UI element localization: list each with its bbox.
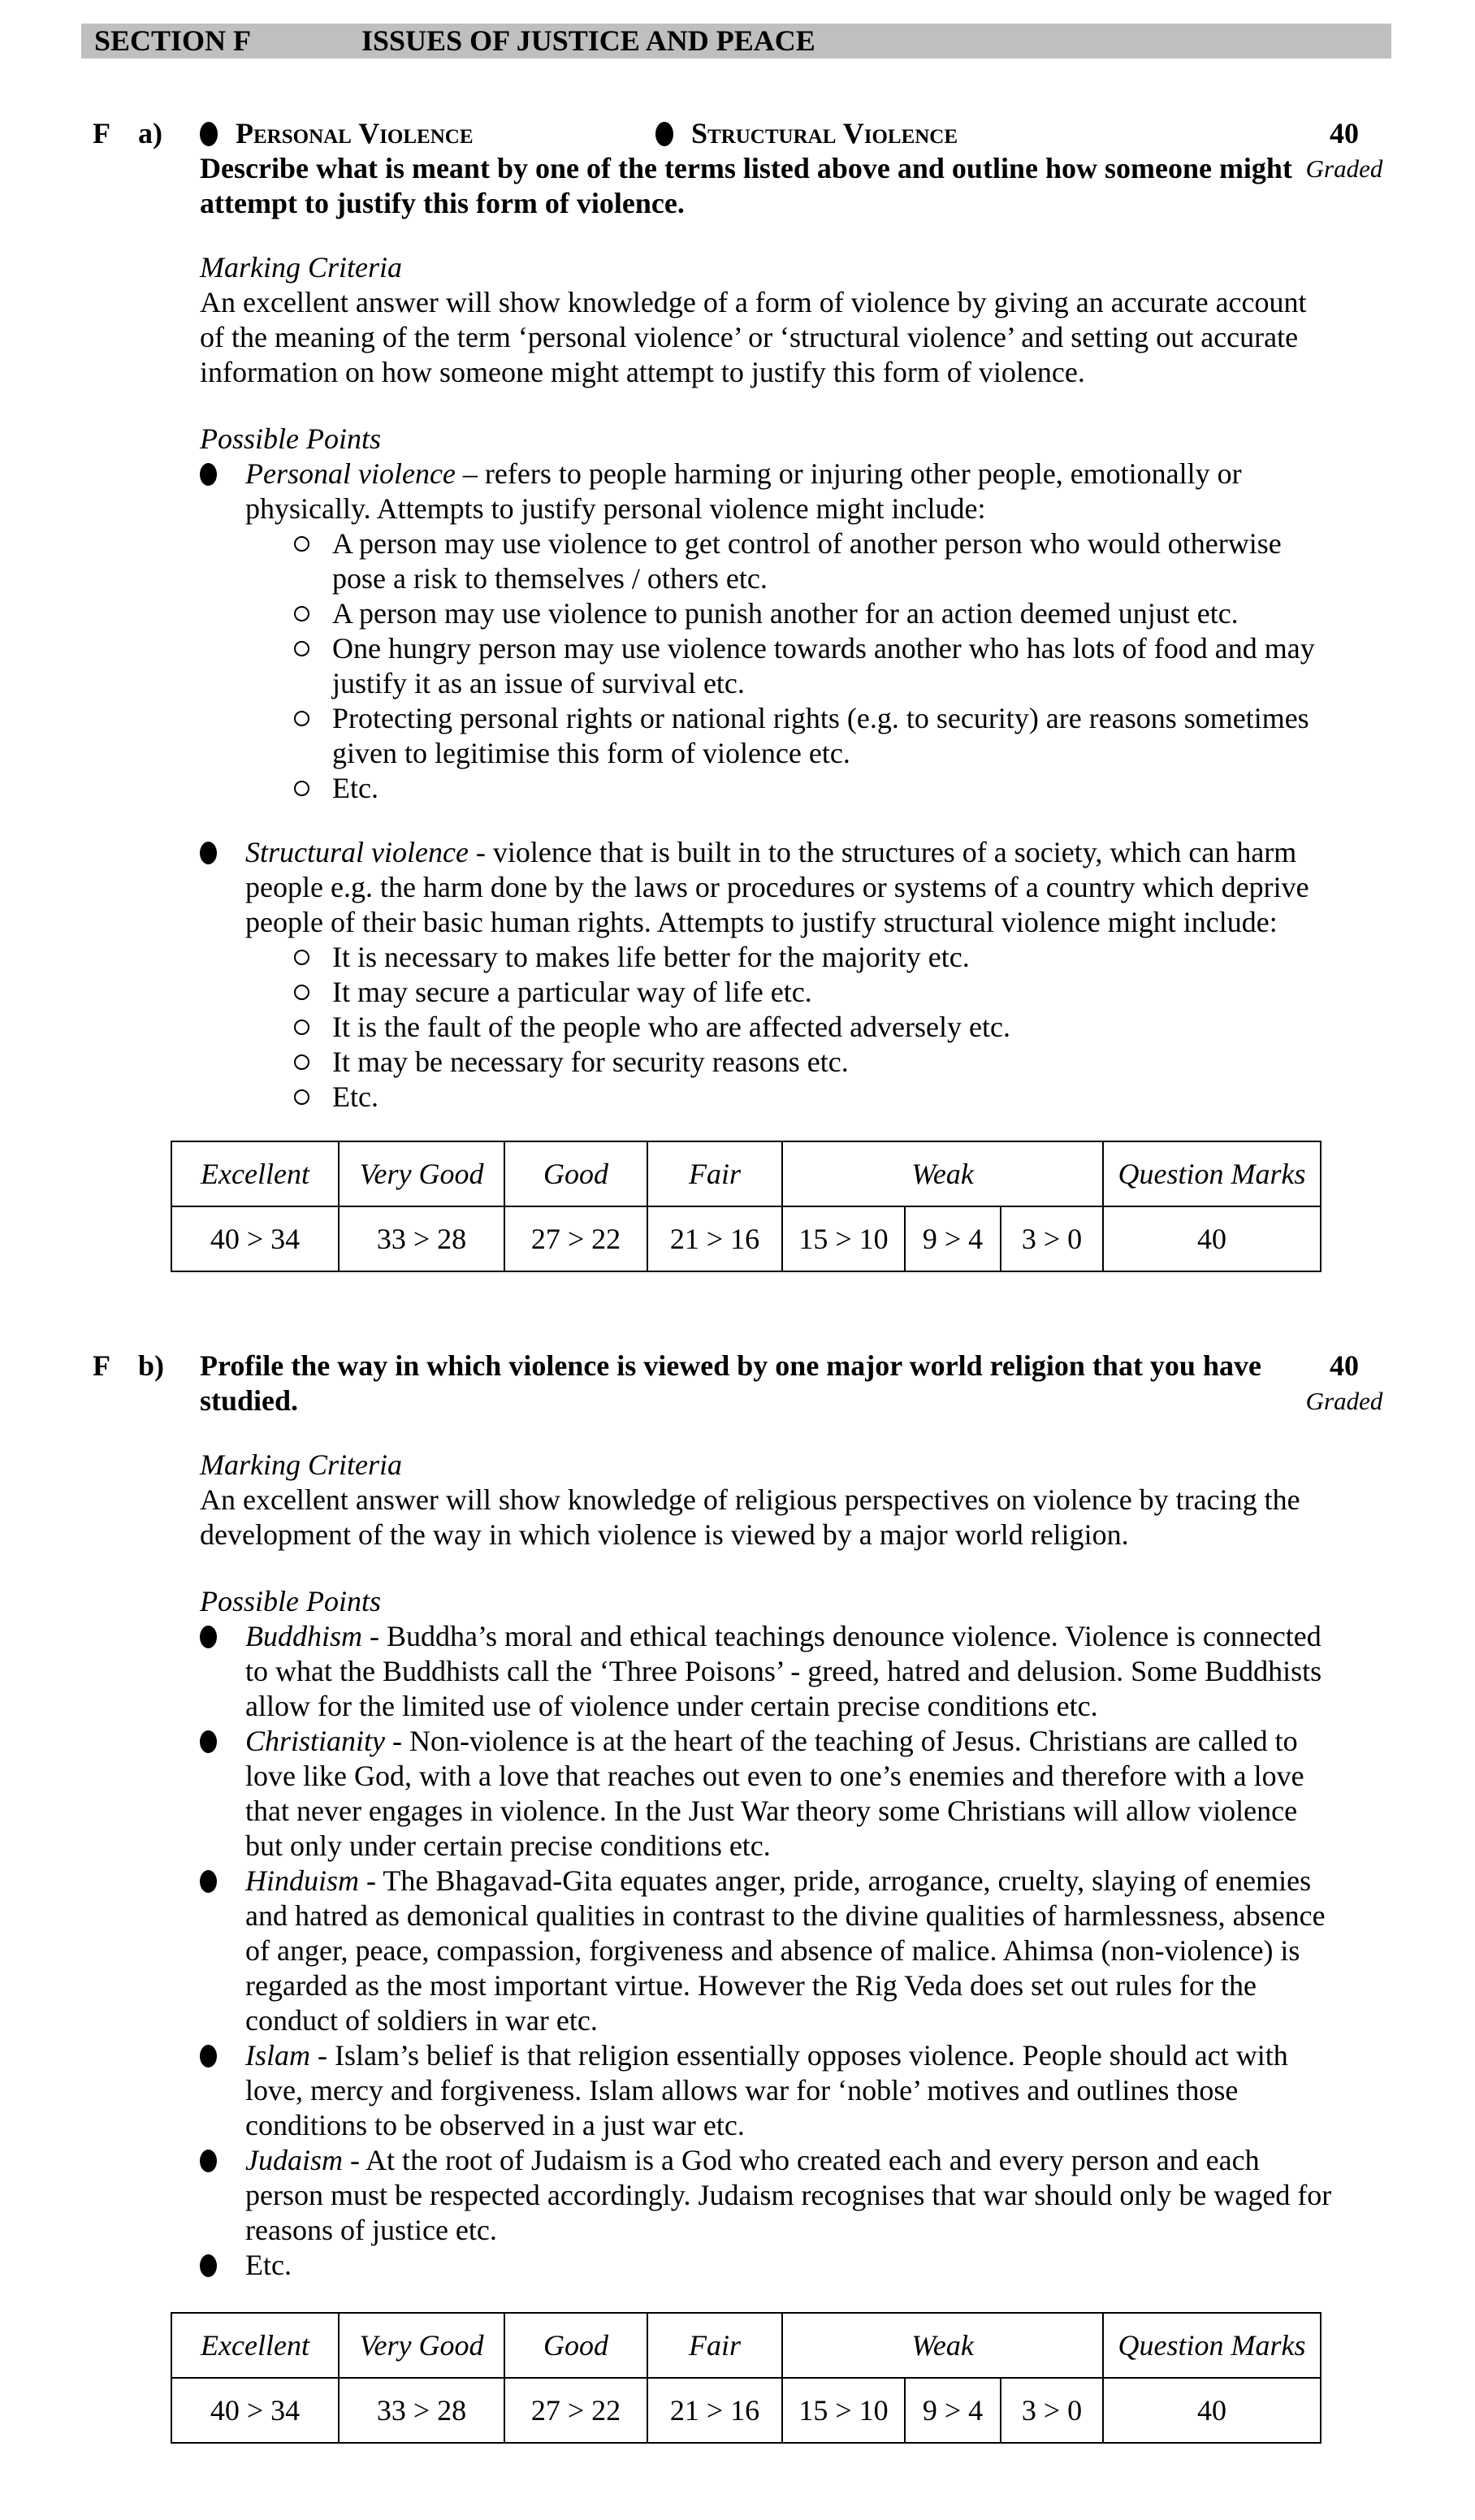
point-text: - Islam’s belief is that religion essentially opposes violence. People should act with love, mercy and forgiveness. Islam allows war for ‘noble’ motives and outlines those conditions to be observed in a just war etc. [245, 2039, 1288, 2141]
point-lead: Structural violence [245, 836, 469, 868]
grade-value-cell: 9 > 4 [905, 2378, 1001, 2443]
bullet-icon [200, 835, 245, 1115]
sub-point-text: It may secure a particular way of life etc. [332, 976, 812, 1008]
list-item-buddhism [200, 1619, 1333, 1724]
grade-value-cell: 9 > 4 [905, 1206, 1001, 1271]
grade-header-cell: Very Good [339, 1141, 504, 1206]
marking-criteria-heading: Marking Criteria [200, 1448, 402, 1481]
sub-point-text: One hungry person may use violence towards another who has lots of food and may justify it as an issue of survival etc. [332, 632, 1315, 699]
sub-point-text: A person may use violence to punish another for an action deemed unjust etc. [332, 597, 1239, 630]
point-text: - At the root of Judaism is a God who created each and every person and each person must be respected accordingly. Judaism recognises that war should only be waged for reasons of justice etc. [245, 2144, 1332, 2246]
grade-value-cell: 33 > 28 [339, 1206, 504, 1271]
sub-point-text: A person may use violence to get control of another person who would otherwise pose a risk to themselves / others etc. [332, 527, 1282, 595]
question-b [0, 1349, 1475, 2444]
possible-points-heading: Possible Points [200, 1585, 381, 1617]
grade-value-row [171, 1206, 1321, 1271]
circle-icon [294, 631, 332, 701]
circle-icon [294, 975, 332, 1010]
grade-header-cell: Very Good [339, 2313, 504, 2378]
grade-table [171, 1141, 1321, 1272]
point-text: - violence that is built in to the structures of a society, which can harm people e.g. the harm done by the laws or procedures or systems of a country which deprive people of their basic human rights. Attempts to justify structural violence might include: [245, 836, 1309, 938]
point-text: - The Bhagavad-Gita equates anger, pride, arrogance, cruelty, slaying of enemies and hatred as demonical qualities in contrast to the divine qualities of harmlessness, absence of anger, peace, compassion, forgiveness and absence of malice. Ahimsa (non-violence) is regarded as the most important virtue. However the Rig Veda does set out rules for the conduct of soldiers in war etc. [245, 1864, 1326, 2037]
sub-point-text: Protecting personal rights or national rights (e.g. to security) are reasons sometimes given to legitimise this form of violence etc. [332, 702, 1309, 769]
sub-point-text: Etc. [332, 1080, 378, 1113]
list-item-content [245, 2248, 1333, 2283]
list-item-content [245, 2143, 1333, 2248]
sub-list-item [294, 596, 1333, 631]
graded-label: Graded [1305, 1387, 1383, 1415]
grade-header-cell: Good [504, 1141, 647, 1206]
circle-icon [294, 701, 332, 771]
point-text: - Non-violence is at the heart of the teaching of Jesus. Christians are called to love like God, with a love that reaches out even to one’s enemies and therefore with a love that never engages in violence. In the Just War theory some Christians will allow violence but only under certain precise conditions etc. [245, 1725, 1304, 1862]
question-prompt: Describe what is meant by one of the terms listed above and outline how someone might attempt to justify this form of violence. [200, 152, 1292, 219]
list-item-content [245, 457, 1333, 806]
bullet-icon [200, 1619, 245, 1724]
grade-header-cell: Weak [782, 2313, 1103, 2378]
list-item-content [245, 1619, 1333, 1724]
list-item-content [245, 835, 1333, 1115]
sub-list-item [294, 771, 1333, 806]
bullet-icon [200, 2038, 245, 2143]
grade-header-cell: Question Marks [1103, 2313, 1321, 2378]
circle-icon [294, 940, 332, 975]
grade-value-cell: 21 > 16 [647, 1206, 782, 1271]
bullet-icon [200, 2143, 245, 2248]
graded-label: Graded [1305, 154, 1383, 183]
sub-list-item [294, 940, 1333, 975]
option-structural-violence [655, 116, 958, 151]
grade-value-cell: 40 > 34 [171, 2378, 339, 2443]
circle-icon [294, 1010, 332, 1045]
bullet-icon [655, 122, 673, 146]
sub-list-item [294, 1010, 1333, 1045]
option-label: Structural Violence [691, 117, 958, 149]
grade-value-cell: 40 > 34 [171, 1206, 339, 1271]
question-marks-block [1290, 1349, 1399, 1418]
sub-point-text: It is necessary to makes life better for the majority etc. [332, 941, 970, 973]
grade-value-cell: 27 > 22 [504, 2378, 647, 2443]
question-body [200, 1349, 1333, 2283]
list-item-christianity [200, 1724, 1333, 1864]
point-text: – refers to people harming or injuring other people, emotionally or physically. Attempts to justify personal violence might include: [245, 457, 1242, 525]
question-body [200, 116, 1333, 1115]
grade-value-cell: 33 > 28 [339, 2378, 504, 2443]
grade-header-cell: Excellent [171, 2313, 339, 2378]
bullet-icon [200, 1864, 245, 2038]
point-text: Etc. [245, 2249, 292, 2281]
grade-value-cell: 40 [1103, 1206, 1321, 1271]
sub-point-text: It may be necessary for security reasons etc. [332, 1046, 849, 1078]
sub-list-item [294, 701, 1333, 771]
question-prompt: Profile the way in which violence is viewed by one major world religion that you have studied. [200, 1349, 1261, 1417]
sub-list-item [294, 1045, 1333, 1080]
list-item-islam [200, 2038, 1333, 2143]
possible-points-heading: Possible Points [200, 422, 381, 455]
grade-value-cell: 3 > 0 [1001, 2378, 1103, 2443]
point-lead: Buddhism [245, 1620, 362, 1652]
grade-value-cell: 27 > 22 [504, 1206, 647, 1271]
bullet-icon [200, 1724, 245, 1864]
sub-list-item [294, 1080, 1333, 1115]
list-item-content [245, 1724, 1333, 1864]
list-item-personal-violence [200, 457, 1333, 806]
circle-icon [294, 526, 332, 596]
sub-point-text: It is the fault of the people who are affected adversely etc. [332, 1011, 1010, 1043]
grade-header-cell: Excellent [171, 1141, 339, 1206]
grade-header-cell: Weak [782, 1141, 1103, 1206]
grade-header-cell: Fair [647, 1141, 782, 1206]
sub-list-item [294, 631, 1333, 701]
marks-value: 40 [1330, 1349, 1359, 1382]
sub-list-item [294, 526, 1333, 596]
question-part: a) [138, 117, 162, 149]
option-personal-violence [200, 116, 655, 151]
marking-criteria-heading: Marking Criteria [200, 251, 402, 284]
list-item-hinduism [200, 1864, 1333, 2038]
section-title: ISSUES OF JUSTICE AND PEACE [361, 24, 815, 57]
circle-icon [294, 1045, 332, 1080]
grade-header-row [171, 2313, 1321, 2378]
grade-header-cell: Good [504, 2313, 647, 2378]
grade-header-cell: Fair [647, 2313, 782, 2378]
point-lead: Islam [245, 2039, 310, 2072]
grade-value-cell: 40 [1103, 2378, 1321, 2443]
list-item-content [245, 1864, 1333, 2038]
point-lead: Personal violence [245, 457, 456, 490]
grade-header-cell: Question Marks [1103, 1141, 1321, 1206]
grade-value-cell: 15 > 10 [782, 1206, 905, 1271]
list-item-judaism [200, 2143, 1333, 2248]
circle-icon [294, 1080, 332, 1115]
marking-criteria-text: An excellent answer will show knowledge of religious perspectives on violence by tracing the development of the way in which violence is viewed by a major world religion. [200, 1483, 1300, 1551]
grade-table [171, 2312, 1321, 2444]
list-item-content [245, 2038, 1333, 2143]
sub-point-text: Etc. [332, 772, 378, 804]
list-item-structural-violence [200, 835, 1333, 1115]
point-lead: Judaism [245, 2144, 343, 2176]
grade-value-cell: 15 > 10 [782, 2378, 905, 2443]
violence-options-line [200, 116, 1333, 151]
list-item-etc [200, 2248, 1333, 2283]
bullet-icon [200, 122, 218, 146]
bullet-icon [200, 2248, 245, 2283]
grade-value-row [171, 2378, 1321, 2443]
point-text: - Buddha’s moral and ethical teachings denounce violence. Violence is connected to what the Buddhists call the ‘Three Poisons’ - greed, hatred and delusion. Some Buddhists allow for the limited use of violence under certain precise conditions etc. [245, 1620, 1322, 1722]
point-lead: Christianity [245, 1725, 386, 1757]
section-label: SECTION F [94, 24, 252, 57]
circle-icon [294, 596, 332, 631]
question-a [0, 116, 1475, 1272]
grade-value-cell: 3 > 0 [1001, 1206, 1103, 1271]
grade-value-cell: 21 > 16 [647, 2378, 782, 2443]
bullet-icon [200, 457, 245, 806]
marks-value: 40 [1330, 117, 1359, 149]
grade-header-row [171, 1141, 1321, 1206]
question-letter: F [93, 1349, 110, 1382]
question-letter: F [93, 117, 110, 149]
circle-icon [294, 771, 332, 806]
point-lead: Hinduism [245, 1864, 360, 1897]
section-header-bar [81, 24, 1391, 58]
question-part: b) [138, 1349, 165, 1382]
sub-list-item [294, 975, 1333, 1010]
option-label: Personal Violence [236, 117, 474, 149]
question-marks-block [1290, 116, 1399, 186]
marking-criteria-text: An excellent answer will show knowledge of a form of violence by giving an accurate account of the meaning of the term ‘personal violence’ or ‘structural violence’ and setting out accurate information on how someone might attempt to justify this form of violence. [200, 286, 1307, 388]
